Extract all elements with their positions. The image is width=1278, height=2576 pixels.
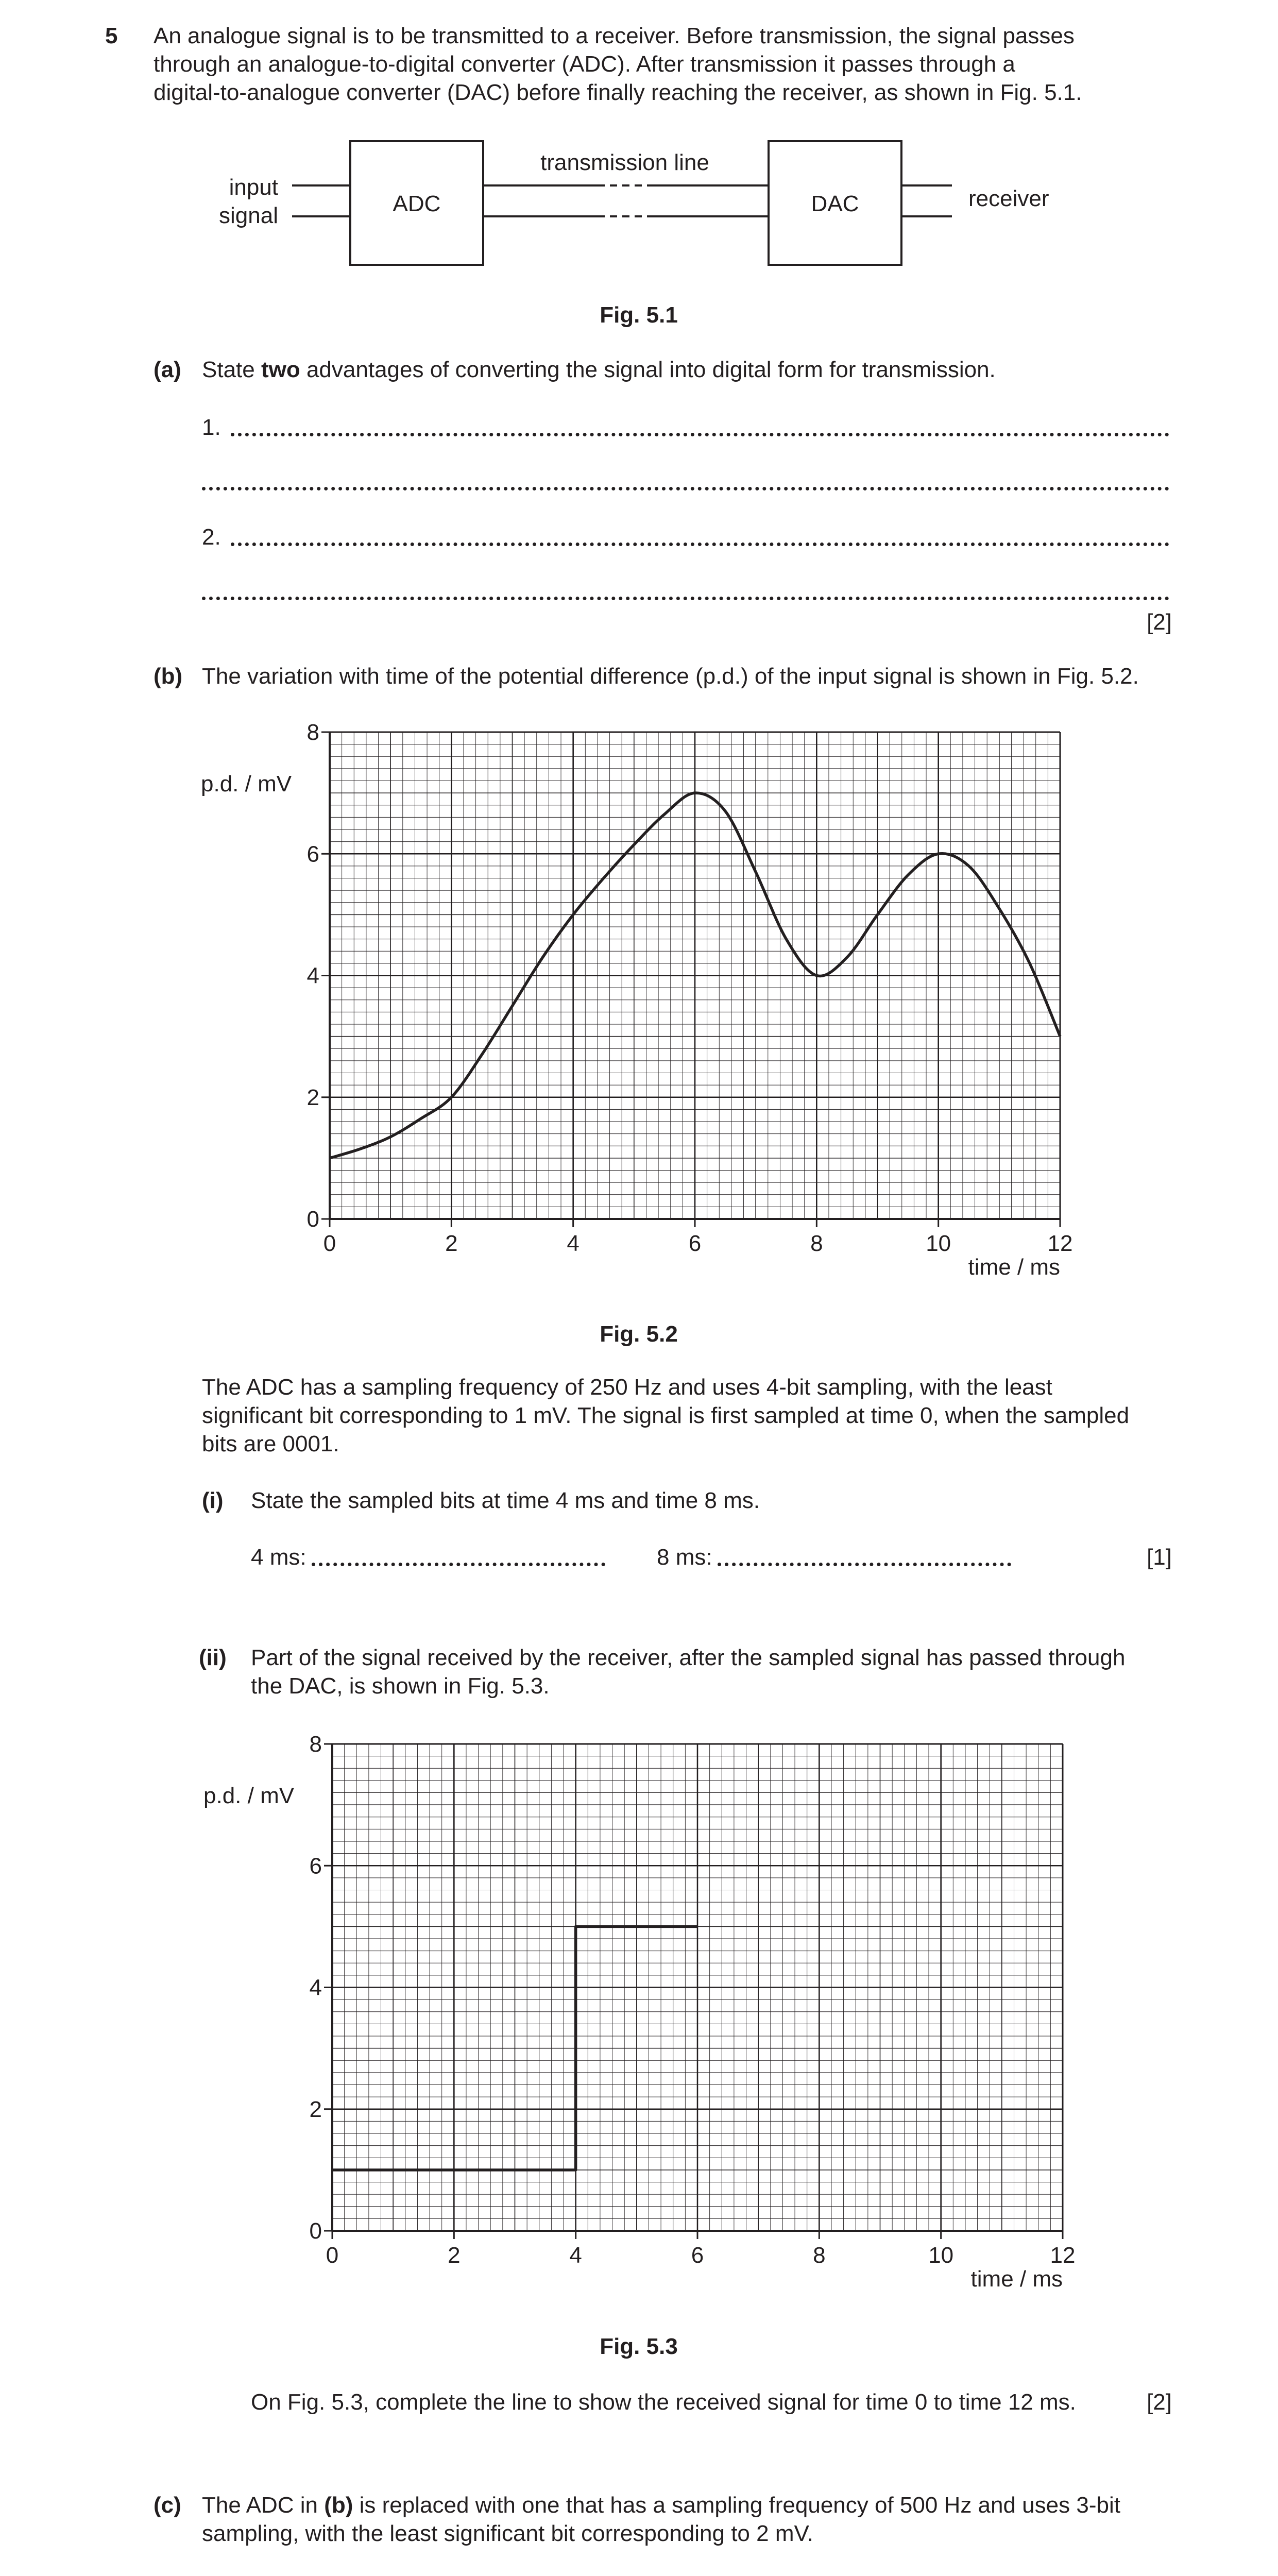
dac-label: DAC: [811, 191, 859, 216]
y-tick-label: 4: [309, 1975, 322, 2001]
transmission-line-label: transmission line: [540, 150, 709, 175]
part-c-label: (c): [154, 2493, 181, 2518]
answer-2-label: 2.: [202, 524, 221, 550]
x-tick-label: 6: [691, 2243, 704, 2268]
fig52-caption: Fig. 5.2: [600, 1321, 678, 1347]
receiver-label: receiver: [968, 186, 1049, 211]
part-c-question: The ADC in (b) is replaced with one that has a sampling frequency of 500 Hz and uses 3-bit sampling, with the least significant bit corresponding to 2 mV.: [202, 2491, 1172, 2548]
y-tick-label: 6: [306, 841, 319, 867]
question-number: 5: [105, 23, 118, 48]
intro-line: digital-to-analogue converter (DAC) before finally reaching the receiver, as shown in Fig. 5.1.: [154, 80, 1082, 105]
part-bii-marks: [2]: [1147, 2389, 1172, 2415]
y-axis-label: p.d. / mV: [203, 1783, 295, 1808]
x-tick-label: 0: [326, 2243, 339, 2268]
y-tick-label: 8: [306, 720, 319, 745]
fig51-caption: Fig. 5.1: [600, 302, 678, 328]
fig53-caption: Fig. 5.3: [600, 2334, 678, 2359]
x-tick-label: 8: [813, 2243, 826, 2268]
part-b-info: The ADC has a sampling frequency of 250 Hz and uses 4-bit sampling, with the least significant bit corresponding to 1 mV. The signal is first sampled at time 0, when the sampled bits are 0001.: [202, 1375, 1130, 1456]
part-a-marks: [2]: [1147, 609, 1172, 635]
y-tick-label: 8: [309, 1732, 322, 1757]
x-tick-label: 2: [445, 1231, 458, 1256]
x-axis-label: time / ms: [968, 1255, 1060, 1280]
part-bi-label: (i): [202, 1488, 224, 1513]
y-tick-label: 0: [306, 1207, 319, 1232]
x-tick-label: 12: [1050, 2243, 1076, 2268]
input-label: input: [229, 175, 278, 200]
part-a-question: State two advantages of converting the signal into digital form for transmission.: [202, 357, 996, 382]
x-tick-label: 0: [323, 1231, 336, 1256]
signal-label: signal: [219, 203, 278, 228]
answer-8ms-label: 8 ms:: [657, 1545, 712, 1570]
y-tick-label: 4: [306, 963, 319, 989]
part-bii-instruction: On Fig. 5.3, complete the line to show the received signal for time 0 to time 12 ms.: [251, 2389, 1076, 2415]
x-tick-label: 4: [569, 2243, 582, 2268]
answer-1-label: 1.: [202, 415, 221, 440]
x-tick-label: 12: [1047, 1231, 1073, 1256]
part-c-line-1: The ADC in (b) is replaced with one that has a sampling frequency of 500 Hz and uses 3-bit: [202, 2493, 1120, 2518]
part-bi-marks: [1]: [1147, 1545, 1172, 1570]
x-tick-label: 10: [926, 1231, 951, 1256]
y-tick-label: 0: [309, 2218, 322, 2244]
part-bii-question: Part of the signal received by the receiver, after the sampled signal has passed through the DAC, is shown in Fig. 5.3.: [251, 1645, 1126, 1699]
x-tick-label: 8: [810, 1231, 823, 1256]
x-tick-label: 2: [448, 2243, 461, 2268]
answer-4ms-label: 4 ms:: [251, 1545, 306, 1570]
y-tick-label: 2: [306, 1084, 319, 1110]
x-tick-label: 6: [688, 1231, 702, 1256]
part-bi-question: State the sampled bits at time 4 ms and time 8 ms.: [251, 1488, 760, 1513]
part-a-label: (a): [154, 357, 181, 382]
part-b-question: The variation with time of the potential difference (p.d.) of the input signal is shown in Fig. 5.2.: [202, 664, 1139, 689]
x-tick-label: 4: [567, 1231, 580, 1256]
part-b-label: (b): [154, 664, 183, 689]
y-tick-label: 6: [309, 1853, 322, 1879]
x-tick-label: 10: [928, 2243, 954, 2268]
intro-line: through an analogue-to-digital converter (ADC). After transmission it passes through a: [154, 52, 1015, 77]
y-tick-label: 2: [309, 2096, 322, 2122]
adc-label: ADC: [393, 191, 441, 216]
y-axis-label: p.d. / mV: [201, 771, 292, 796]
part-bii-label: (ii): [199, 1645, 227, 1670]
x-axis-label: time / ms: [970, 2266, 1063, 2292]
intro-line: An analogue signal is to be transmitted to a receiver. Before transmission, the signal passes: [154, 23, 1075, 48]
